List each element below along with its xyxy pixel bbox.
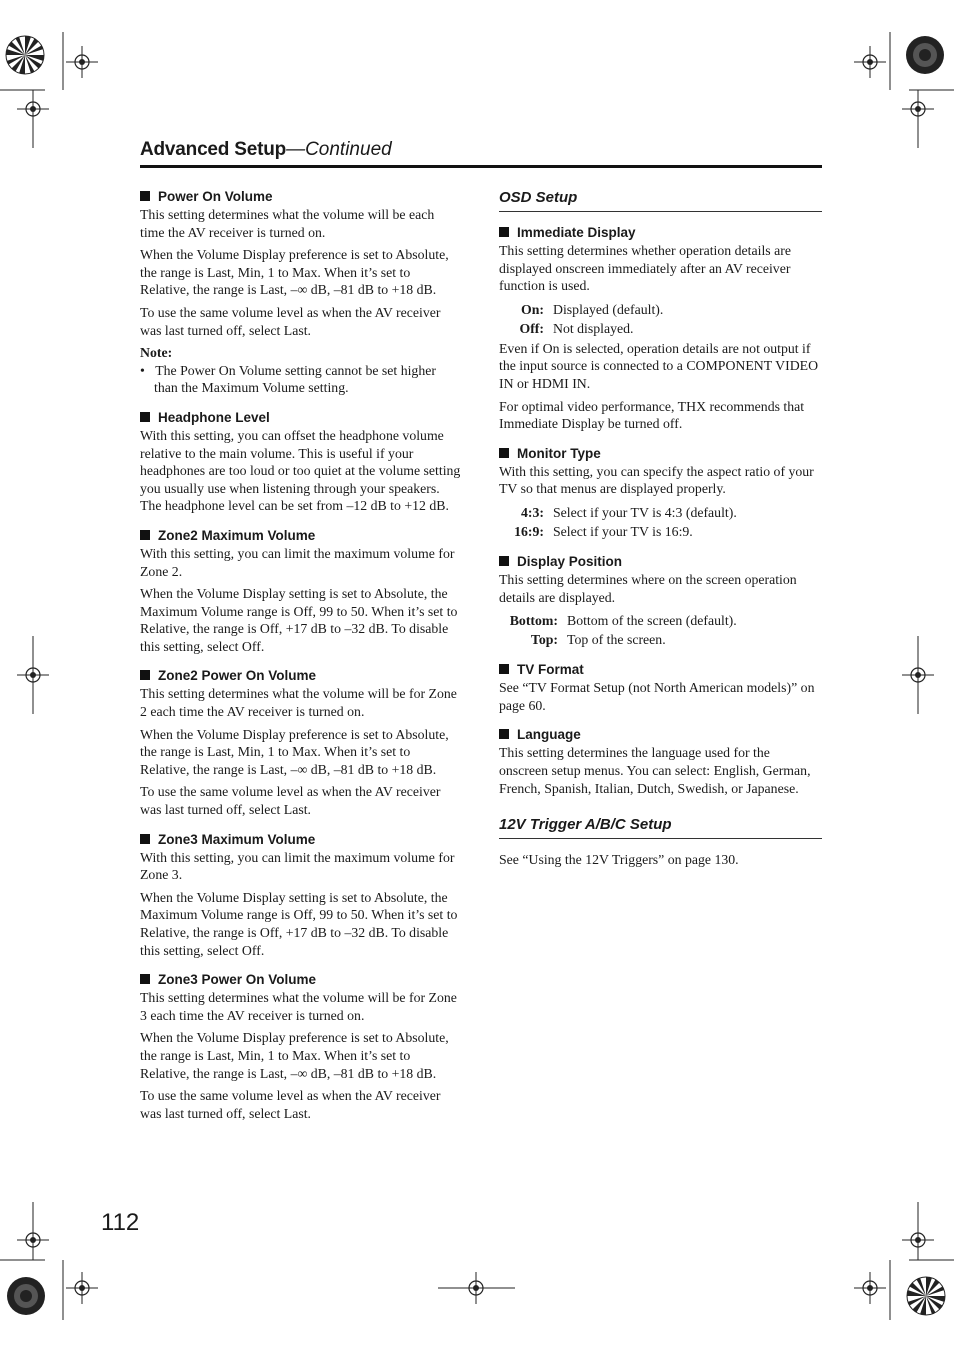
section-heading: TV Format <box>517 662 584 678</box>
section-zone3-power-on-volume <box>140 971 462 1122</box>
bullet-icon: • <box>140 362 145 378</box>
paragraph: See “TV Format Setup (not North American models)” on page 60. <box>499 680 815 713</box>
square-bullet-icon <box>140 191 150 201</box>
paragraph: When the Volume Display preference is set to Absolute, the range is Last, Min, 1 to Max. When it’s set to Relative, the range is Last, –∞ dB, –81 dB to +18 dB. <box>140 247 449 298</box>
square-bullet-icon <box>499 729 509 739</box>
page-number: 112 <box>101 1209 140 1236</box>
section-zone3-max-volume <box>140 831 462 960</box>
option-key: 16:9: <box>514 523 544 539</box>
option-key: On: <box>521 301 544 317</box>
option-list <box>499 300 822 338</box>
paragraph: When the Volume Display setting is set to Absolute, the Maximum Volume range is Off, 99 to 50. When it’s set to Relative, the range is Off, +17 dB to –32 dB. To disable this setting, select Off. <box>140 586 458 654</box>
paragraph: This setting determines where on the screen operation details are displayed. <box>499 571 797 605</box>
section-immediate-display <box>499 224 822 433</box>
page-title-continued: —Continued <box>286 139 392 160</box>
option-value: Bottom of the screen (default). <box>567 613 737 629</box>
note-text: The Power On Volume setting cannot be set higher than the Maximum Volume setting. <box>154 362 436 396</box>
section-heading: Zone2 Power On Volume <box>158 668 317 684</box>
note-item <box>140 362 462 397</box>
paragraph: This setting determines whether operation details are displayed onscreen immediately after an AV receiver function is used. <box>499 243 791 294</box>
option-key: Top: <box>530 632 558 648</box>
option-key: Off: <box>519 320 544 336</box>
paragraph: When the Volume Display setting is set to Absolute, the Maximum Volume range is Off, 99 to 50. When it’s set to Relative, the range is Off, +17 dB to –32 dB. To disable this setting, select Off. <box>140 889 458 958</box>
section-heading: Display Position <box>517 553 623 569</box>
square-bullet-icon <box>140 670 150 680</box>
page-title: Advanced Setup <box>140 139 287 160</box>
section-zone2-max-volume <box>140 527 462 656</box>
option-item <box>499 630 822 649</box>
page-header <box>140 139 822 161</box>
square-bullet-icon <box>499 664 509 674</box>
paragraph: To use the same volume level as when the AV receiver was last turned off, select Last. <box>140 1088 441 1121</box>
header-rule <box>140 165 822 168</box>
left-column <box>140 188 462 1131</box>
paragraph: To use the same volume level as when the AV receiver was last turned off, select Last. <box>140 784 441 818</box>
option-item <box>499 300 822 319</box>
subsection-heading-osd-setup: OSD Setup <box>499 188 822 212</box>
paragraph: This setting determines what the volume will be for Zone 2 each time the AV receiver is turned on. <box>140 686 457 720</box>
paragraph: With this setting, you can limit the maximum volume for Zone 3. <box>140 849 455 883</box>
option-value: Not displayed. <box>553 320 634 336</box>
right-column <box>499 188 822 874</box>
section-heading: Immediate Display <box>517 225 636 240</box>
option-item <box>499 522 822 541</box>
paragraph: This setting determines the language used for the onscreen setup menus. You can select: English, German, French, Spanish, Italian, Dutch, Swedish, or Japanese. <box>499 745 811 796</box>
option-item <box>499 503 822 522</box>
section-heading: Power On Volume <box>158 189 273 204</box>
paragraph: When the Volume Display preference is set to Absolute, the range is Last, Min, 1 to Max. When it’s set to Relative, the range is Last, –∞ dB, –81 dB to +18 dB. <box>140 726 449 777</box>
square-bullet-icon <box>140 974 150 984</box>
section-monitor-type <box>499 445 822 541</box>
paragraph: When the Volume Display preference is set to Absolute, the range is Last, Min, 1 to Max. When it’s set to Relative, the range is Last, –∞ dB, –81 dB to +18 dB. <box>140 1030 449 1081</box>
section-language <box>499 726 822 797</box>
option-value: Displayed (default). <box>553 301 664 317</box>
section-zone2-power-on-volume <box>140 667 462 818</box>
paragraph: With this setting, you can specify the aspect ratio of your TV so that menus are displayed properly. <box>499 463 814 497</box>
section-tv-format <box>499 661 822 714</box>
section-heading: Headphone Level <box>158 409 270 425</box>
square-bullet-icon <box>140 834 150 844</box>
option-key: 4:3: <box>521 504 544 520</box>
option-value: Select if your TV is 4:3 (default). <box>553 504 737 520</box>
option-item <box>499 611 822 630</box>
section-heading: Zone2 Maximum Volume <box>158 527 316 543</box>
square-bullet-icon <box>499 448 509 458</box>
subsection-heading-12v-trigger: 12V Trigger A/B/C Setup <box>499 815 822 839</box>
square-bullet-icon <box>140 412 150 422</box>
paragraph: For optimal video performance, THX recommends that Immediate Display be turned off. <box>499 398 805 432</box>
section-heading: Zone3 Maximum Volume <box>158 831 316 847</box>
paragraph: To use the same volume level as when the AV receiver was last turned off, select Last. <box>140 304 441 338</box>
paragraph: This setting determines what the volume will be each time the AV receiver is turned on. <box>140 207 435 240</box>
section-power-on-volume <box>140 188 462 397</box>
section-heading: Monitor Type <box>517 445 601 461</box>
option-value: Select if your TV is 16:9. <box>553 523 693 539</box>
section-display-position <box>499 553 822 649</box>
option-item <box>499 319 822 338</box>
section-headphone-level <box>140 409 462 515</box>
paragraph: With this setting, you can limit the maximum volume for Zone 2. <box>140 545 455 579</box>
option-list <box>499 611 822 649</box>
paragraph: This setting determines what the volume will be for Zone 3 each time the AV receiver is turned on. <box>140 990 457 1023</box>
paragraph: Even if On is selected, operation details are not output if the input source is connected to a COMPONENT VIDEO IN or HDMI IN. <box>499 340 819 391</box>
square-bullet-icon <box>140 530 150 540</box>
section-heading: Language <box>517 727 581 743</box>
paragraph: With this setting, you can offset the headphone volume relative to the main volume. This is useful if your headphones are too loud or too quiet at the volume setting you usually use when listening through your speakers. The headphone level can be set from –12 dB to +12 dB. <box>140 427 461 514</box>
option-value: Top of the screen. <box>567 632 666 648</box>
option-key: Bottom: <box>509 613 558 629</box>
section-heading: Zone3 Power On Volume <box>158 972 317 988</box>
square-bullet-icon <box>499 227 509 237</box>
square-bullet-icon <box>499 556 509 566</box>
option-list <box>499 503 822 541</box>
paragraph: See “Using the 12V Triggers” on page 130. <box>499 852 739 868</box>
note-heading: Note: <box>140 345 173 361</box>
